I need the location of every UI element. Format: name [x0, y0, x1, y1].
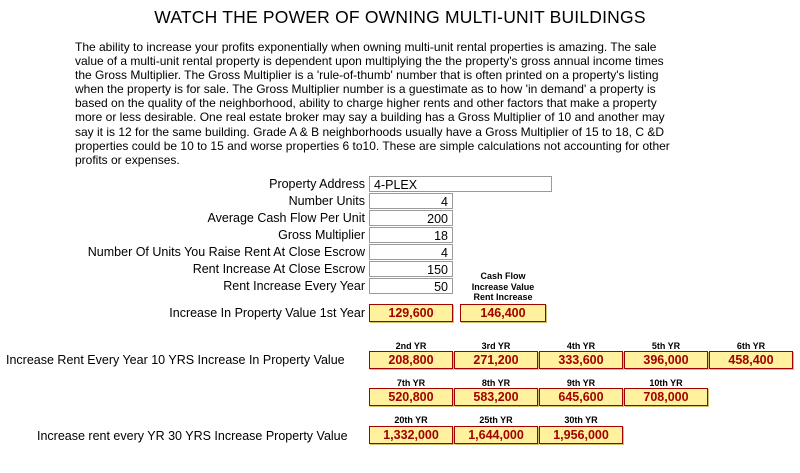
year-value: 1,956,000	[539, 426, 623, 444]
yearly-increase-field[interactable]: 50	[369, 278, 453, 294]
caption-line: Cash Flow	[480, 271, 526, 281]
gross-multiplier-label: Gross Multiplier	[278, 228, 365, 242]
year-header: 9th YR	[566, 378, 596, 388]
year-header: 10th YR	[649, 378, 683, 388]
ten-years-label: Increase Rent Every Year 10 YRS Increase In Property Value	[6, 353, 345, 367]
year-header: 3rd YR	[481, 341, 511, 351]
first-year-label: Increase In Property Value 1st Year	[169, 306, 365, 320]
cash-flow-per-unit-field[interactable]: 200	[369, 210, 453, 226]
raise-units-field[interactable]: 4	[369, 244, 453, 260]
year-header: 4th YR	[566, 341, 596, 351]
year-header: 6th YR	[736, 341, 766, 351]
property-address-label: Property Address	[269, 177, 365, 191]
gross-multiplier-field[interactable]: 18	[369, 227, 453, 243]
intro-line: when the property is for sale. The Gross Multiplier number is a guestimate as to how 'in demand' a property is	[75, 82, 656, 97]
year-value: 1,332,000	[369, 426, 453, 444]
intro-line: based on the quality of the neighborhood, ability to charge higher rents and other factors that make a property	[75, 96, 657, 111]
intro-line: profits or expenses.	[75, 152, 180, 167]
cash-flow-caption	[460, 271, 546, 303]
cash-flow-rent-value: 146,400	[460, 304, 546, 322]
close-escrow-increase-field[interactable]: 150	[369, 261, 453, 277]
year-header: 8th YR	[481, 378, 511, 388]
year-value: 1,644,000	[454, 426, 538, 444]
cash-flow-per-unit-label: Average Cash Flow Per Unit	[207, 211, 365, 225]
year-value: 396,000	[624, 351, 708, 369]
year-header: 2nd YR	[395, 341, 427, 351]
intro-line: properties could be 10 to 15 and worse properties 6 to10. These are simple calculations not accounting for other	[75, 138, 670, 153]
year-value: 333,600	[539, 351, 623, 369]
year-value: 208,800	[369, 351, 453, 369]
intro-line: more or less desirable. One real estate broker may say a building has a Gross Multiplier of 10 and another may	[75, 110, 665, 125]
thirty-years-label: Increase rent every YR 30 YRS Increase Property Value	[37, 429, 348, 443]
close-escrow-increase-label: Rent Increase At Close Escrow	[192, 262, 365, 276]
number-units-field[interactable]: 4	[369, 193, 453, 209]
year-header: 5th YR	[651, 341, 681, 351]
caption-line: Rent Increase	[473, 292, 533, 302]
year-value: 645,600	[539, 388, 623, 406]
year-value: 271,200	[454, 351, 538, 369]
year-value: 708,000	[624, 388, 708, 406]
raise-units-label: Number Of Units You Raise Rent At Close Escrow	[87, 245, 365, 259]
intro-paragraph	[75, 40, 800, 167]
year-value: 520,800	[369, 388, 453, 406]
year-header: 30th YR	[564, 415, 598, 425]
intro-line: value of a multi-unit rental property is dependent upon multiplying the the property's gross annual income times	[75, 54, 664, 69]
intro-line: say it is 12 for the same building. Grade A & B neighborhoods usually have a Gross Multiplier of 15 to 18, C &D	[75, 124, 664, 139]
number-units-label: Number Units	[288, 194, 365, 208]
yearly-increase-label: Rent Increase Every Year	[223, 279, 365, 293]
year-header: 25th YR	[479, 415, 513, 425]
page-title: WATCH THE POWER OF OWNING MULTI-UNIT BUILDINGS	[154, 7, 646, 27]
year-header: 7th YR	[396, 378, 426, 388]
intro-line: The ability to increase your profits exponentially when owning multi-unit rental properties is amazing. The sale	[75, 40, 657, 54]
year-value: 458,400	[709, 351, 793, 369]
year-value: 583,200	[454, 388, 538, 406]
year-header: 20th YR	[394, 415, 428, 425]
caption-line: Increase Value	[471, 281, 535, 292]
intro-line: the Gross Multiplier. The Gross Multiplier is a 'rule-of-thumb' number that is often printed on a property's listing	[75, 68, 659, 83]
property-address-field[interactable]: 4-PLEX	[369, 176, 552, 192]
first-year-value: 129,600	[369, 304, 453, 322]
